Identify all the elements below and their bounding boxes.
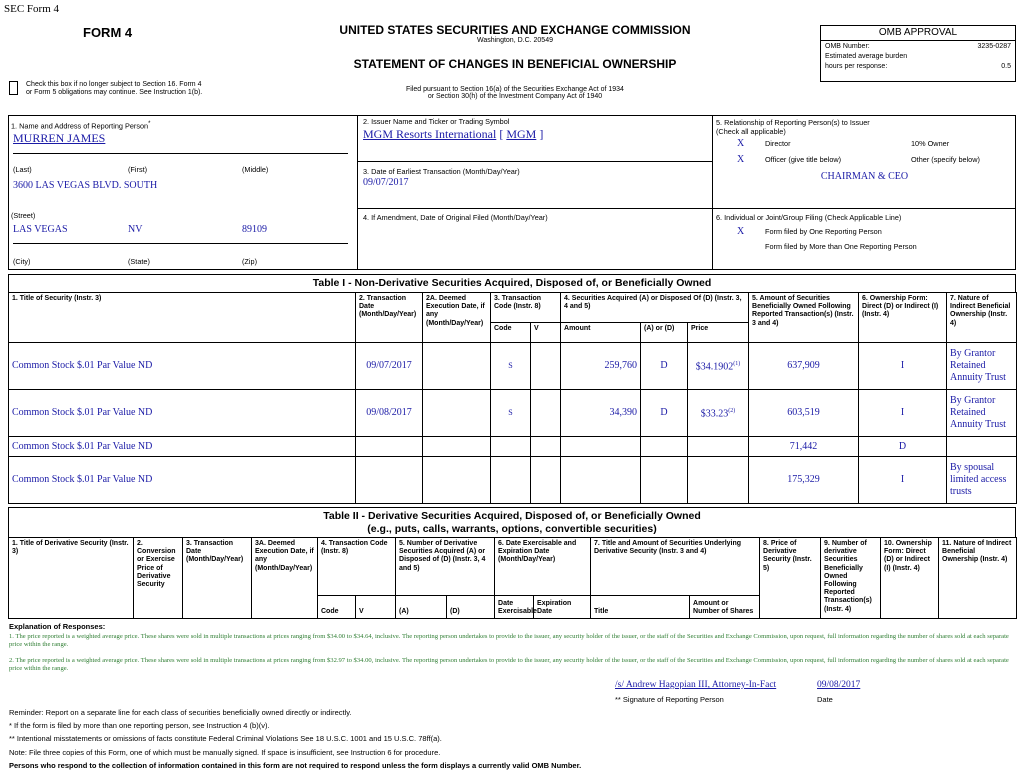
omb-hours-value: 0.5 <box>1001 63 1011 70</box>
transaction-v <box>531 343 561 390</box>
table2 <box>8 537 1017 619</box>
box6-label: 6. Individual or Joint/Group Filing (Check Applicable Line) <box>716 213 902 222</box>
t2-h1: 1. Title of Derivative Security (Instr. 3) <box>9 538 134 619</box>
one-person-label: Form filed by One Reporting Person <box>765 227 882 236</box>
reporting-person-name[interactable]: MURREN JAMES <box>13 131 106 145</box>
box5-label-1: 5. Relationship of Reporting Person(s) to Issuer <box>716 118 870 127</box>
statement-title: STATEMENT OF CHANGES IN BENEFICIAL OWNERSHIP <box>353 57 677 71</box>
divider <box>13 243 348 244</box>
t2-h3: 3. Transaction Date (Month/Day/Year) <box>183 538 252 619</box>
amount: 259,760 <box>561 343 641 390</box>
commission-location: Washington, D.C. 20549 <box>476 37 553 44</box>
security-title: Common Stock $.01 Par Value ND <box>9 390 356 437</box>
officer-title: CHAIRMAN & CEO <box>820 171 909 182</box>
footnote-1: 1. The price reported is a weighted average price. These shares were sold in multiple transactions at prices ranging from $34.00 to $34.64, inclusive. The reporting person undertakes to provide to the issuer, any security holder of the issuer, or the staff of the Securities and Exchange Commission, upon request, full information regarding the number of shares sold at each separate price within the range. <box>9 633 1009 649</box>
form-title: FORM 4 <box>83 25 133 40</box>
earliest-transaction-date: 09/07/2017 <box>363 177 409 188</box>
box1-label-mark: * <box>148 121 151 127</box>
nature-of-ownership <box>947 437 1017 457</box>
t1-h4: 4. Securities Acquired (A) or Disposed Of (D) (Instr. 3, 4 and 5) <box>561 293 749 323</box>
ownership-form: I <box>859 457 947 504</box>
t2-h2: 2. Conversion or Exercise Price of Derivative Security <box>134 538 183 619</box>
deemed-date <box>423 437 491 457</box>
transaction-code <box>491 437 531 457</box>
city-value: LAS VEGAS <box>13 224 68 235</box>
a-or-d <box>641 437 688 457</box>
table2-title-1: Table II - Derivative Securities Acquired, Disposed of, or Beneficially Owned <box>323 510 701 522</box>
owned-following: 71,442 <box>749 437 859 457</box>
t2-h7: 7. Title and Amount of Securities Underlying Derivative Security (Instr. 3 and 4) <box>591 538 760 596</box>
ticker-symbol[interactable]: MGM <box>506 127 537 141</box>
table-row <box>9 437 1017 457</box>
t2-h3a: 3A. Deemed Execution Date, if any (Month/Day/Year) <box>252 538 318 619</box>
t2-h6: 6. Date Exercisable and Expiration Date (Month/Day/Year) <box>495 538 591 596</box>
one-person-check: X <box>737 226 745 237</box>
transaction-code: S <box>491 390 531 437</box>
ownership-form: D <box>859 437 947 457</box>
t1-h1: 1. Title of Security (Instr. 3) <box>9 293 356 343</box>
ownership-form: I <box>859 343 947 390</box>
t2-h10: 10. Ownership Form: Direct (D) or Indirect (I) (Instr. 4) <box>881 538 939 619</box>
footer <box>9 706 581 772</box>
omb-number-label: OMB Number: <box>825 43 870 50</box>
t2-sub-amount: Amount or Number of Shares <box>690 596 760 619</box>
footer-star2: ** Intentional misstatements or omissions of facts constitute Federal Criminal Violations See 18 U.S.C. 1001 and 15 U.S.C. 78ff(a). <box>9 734 442 744</box>
street-address: 3600 LAS VEGAS BLVD. SOUTH <box>13 180 158 191</box>
t1-h6: 6. Ownership Form: Direct (D) or Indirect (I) (Instr. 4) <box>859 293 947 343</box>
transaction-v <box>531 390 561 437</box>
price: $34.1902 <box>695 361 734 373</box>
officer-label: Officer (give title below) <box>765 155 842 164</box>
price-cell <box>688 343 749 390</box>
ticker-open: [ <box>499 127 504 141</box>
omb-burden-label: Estimated average burden <box>825 53 908 60</box>
price <box>688 437 749 457</box>
middle-label: (Middle) <box>242 165 269 174</box>
table-row <box>9 457 1017 504</box>
transaction-date <box>356 437 423 457</box>
explanation-heading: Explanation of Responses: <box>9 622 106 631</box>
table1-title: Table I - Non-Derivative Securities Acquired, Disposed of, or Beneficially Owned <box>8 274 1016 293</box>
t1-h7: 7. Nature of Indirect Beneficial Ownership (Instr. 4) <box>947 293 1017 343</box>
more-person-label: Form filed by More than One Reporting Person <box>765 242 917 251</box>
price-note: (2) <box>728 408 736 415</box>
city-label: (City) <box>13 257 31 266</box>
zip-label: (Zip) <box>242 257 257 266</box>
table1 <box>8 292 1017 504</box>
a-or-d <box>641 457 688 504</box>
deemed-date <box>423 343 491 390</box>
t1-h3: 3. Transaction Code (Instr. 8) <box>491 293 561 323</box>
table-row <box>9 343 1017 390</box>
amount <box>561 437 641 457</box>
transaction-code <box>491 457 531 504</box>
t2-sub-exercisable: Date Exercisable <box>495 596 534 619</box>
ownership-form: I <box>859 390 947 437</box>
t1-sub-code: Code <box>491 323 531 343</box>
omb-title: OMB APPROVAL <box>821 26 1015 41</box>
signature-date: 09/08/2017 <box>817 680 861 690</box>
ticker-close: ] <box>539 127 544 141</box>
first-label: (First) <box>128 165 148 174</box>
t2-h9: 9. Number of derivative Securities Beneficially Owned Following Reported Transaction(s) (Instr. 4) <box>821 538 881 619</box>
security-title: Common Stock $.01 Par Value ND <box>9 343 356 390</box>
section16-text-2: or Form 5 obligations may continue. See Instruction 1(b). <box>26 89 203 96</box>
t2-sub-d: (D) <box>447 596 495 619</box>
t2-h4: 4. Transaction Code (Instr. 8) <box>318 538 396 596</box>
section16-text-1: Check this box if no longer subject to Section 16. Form 4 <box>26 81 202 88</box>
t2-h11: 11. Nature of Indirect Beneficial Ownership (Instr. 4) <box>939 538 1017 619</box>
amount: 34,390 <box>561 390 641 437</box>
a-or-d: D <box>641 390 688 437</box>
section16-text <box>26 81 202 97</box>
security-title: Common Stock $.01 Par Value ND <box>9 457 356 504</box>
deemed-date <box>423 390 491 437</box>
commission-name: UNITED STATES SECURITIES AND EXCHANGE COMMISSION <box>339 23 691 37</box>
box2-label: 2. Issuer Name and Ticker or Trading Symbol <box>363 117 510 126</box>
t2-sub-expiration: Expiration Date <box>534 596 591 619</box>
omb-number-value: 3235-0287 <box>977 43 1011 50</box>
date-label: Date <box>817 695 833 704</box>
street-label: (Street) <box>11 211 36 220</box>
footer-star1: * If the form is filed by more than one reporting person, see Instruction 4 (b)(v). <box>9 721 270 731</box>
filed-pursuant-2: or Section 30(h) of the Investment Company Act of 1940 <box>427 93 603 100</box>
director-check: X <box>737 138 745 149</box>
amount <box>561 457 641 504</box>
signature-name[interactable]: /s/ Andrew Hagopian III, Attorney-In-Fact <box>615 680 777 690</box>
footnote-2: 2. The price reported is a weighted average price. These shares were sold in multiple transactions at prices ranging from $32.97 to $34.00, inclusive. The reporting person undertakes to provide to the issuer, any security holder of the issuer, or the staff of the Securities and Exchange Commission, upon request, full information regarding the number of shares sold at each separate price within the range. <box>9 657 1009 673</box>
transaction-date: 09/08/2017 <box>356 390 423 437</box>
divider <box>357 115 358 270</box>
t1-h5: 5. Amount of Securities Beneficially Owned Following Reported Transaction(s) (Instr. 3 and 4) <box>749 293 859 343</box>
footer-persons: Persons who respond to the collection of information contained in this form are not required to respond unless the form displays a currently valid OMB Number. <box>9 760 582 770</box>
state-value: NV <box>128 224 143 235</box>
box4-label: 4. If Amendment, Date of Original Filed (Month/Day/Year) <box>363 213 548 222</box>
transaction-v <box>531 457 561 504</box>
box1-label-text: 1. Name and Address of Reporting Person <box>11 121 149 131</box>
transaction-code: S <box>491 343 531 390</box>
box5-label-2: (Check all applicable) <box>716 126 786 136</box>
t1-h2: 2. Transaction Date (Month/Day/Year) <box>356 293 423 343</box>
box1-label <box>11 120 150 131</box>
price: $33.23 <box>700 408 729 420</box>
t2-h8: 8. Price of Derivative Security (Instr. 5) <box>760 538 821 619</box>
divider <box>357 161 713 162</box>
divider <box>712 115 713 270</box>
t2-sub-title: Title <box>591 596 690 619</box>
security-title: Common Stock $.01 Par Value ND <box>9 437 356 457</box>
other-label: Other (specify below) <box>911 155 980 164</box>
t1-h2a: 2A. Deemed Execution Date, if any (Month/Day/Year) <box>423 293 491 343</box>
box3-label: 3. Date of Earliest Transaction (Month/Day/Year) <box>363 167 520 176</box>
t2-sub-a: (A) <box>396 596 447 619</box>
transaction-v <box>531 437 561 457</box>
nature-of-ownership: By spousal limited access trusts <box>947 457 1017 504</box>
divider <box>357 208 1016 209</box>
owner10-label: 10% Owner <box>911 139 950 148</box>
a-or-d: D <box>641 343 688 390</box>
deemed-date <box>423 457 491 504</box>
omb-approval-box <box>820 25 1016 82</box>
nature-of-ownership: By Grantor Retained Annuity Trust <box>947 390 1017 437</box>
footer-reminder: Reminder: Report on a separate line for each class of securities beneficially owned directly or indirectly. <box>9 708 352 717</box>
footer-note: Note: File three copies of this Form, one of which must be manually signed. If space is insufficient, see Instruction 6 for procedure. <box>9 747 441 757</box>
t2-h5: 5. Number of Derivative Securities Acquired (A) or Disposed of (D) (Instr. 3, 4 and 5) <box>396 538 495 596</box>
t1-sub-v: V <box>531 323 561 343</box>
owned-following: 603,519 <box>749 390 859 437</box>
t1-sub-aord: (A) or (D) <box>641 323 688 343</box>
state-label: (State) <box>128 257 150 266</box>
price-note: (1) <box>733 361 741 368</box>
t1-sub-amount: Amount <box>561 323 641 343</box>
officer-check: X <box>737 154 745 165</box>
t1-sub-price: Price <box>688 323 749 343</box>
price <box>688 457 749 504</box>
transaction-date: 09/07/2017 <box>356 343 423 390</box>
zip-value: 89109 <box>242 224 267 235</box>
divider <box>13 153 348 154</box>
table-row <box>9 390 1017 437</box>
box5-label <box>716 119 870 136</box>
t2-sub-code: Code <box>318 596 356 619</box>
commission-header <box>300 23 730 100</box>
omb-hours-label: hours per response: <box>825 63 888 70</box>
issuer-line <box>363 127 543 142</box>
price-cell <box>688 390 749 437</box>
signature-label: ** Signature of Reporting Person <box>615 695 724 704</box>
table2-title-2: (e.g., puts, calls, warrants, options, convertible securities) <box>367 523 657 535</box>
owned-following: 637,909 <box>749 343 859 390</box>
document-type: SEC Form 4 <box>4 3 60 15</box>
filed-pursuant-1: Filed pursuant to Section 16(a) of the Securities Exchange Act of 1934 <box>406 86 624 93</box>
issuer-name[interactable]: MGM Resorts International <box>363 127 497 141</box>
t2-sub-v: V <box>356 596 396 619</box>
table2-title <box>8 507 1016 538</box>
director-label: Director <box>765 139 791 148</box>
last-label: (Last) <box>13 165 32 174</box>
section16-checkbox[interactable] <box>9 81 18 95</box>
owned-following: 175,329 <box>749 457 859 504</box>
transaction-date <box>356 457 423 504</box>
nature-of-ownership: By Grantor Retained Annuity Trust <box>947 343 1017 390</box>
